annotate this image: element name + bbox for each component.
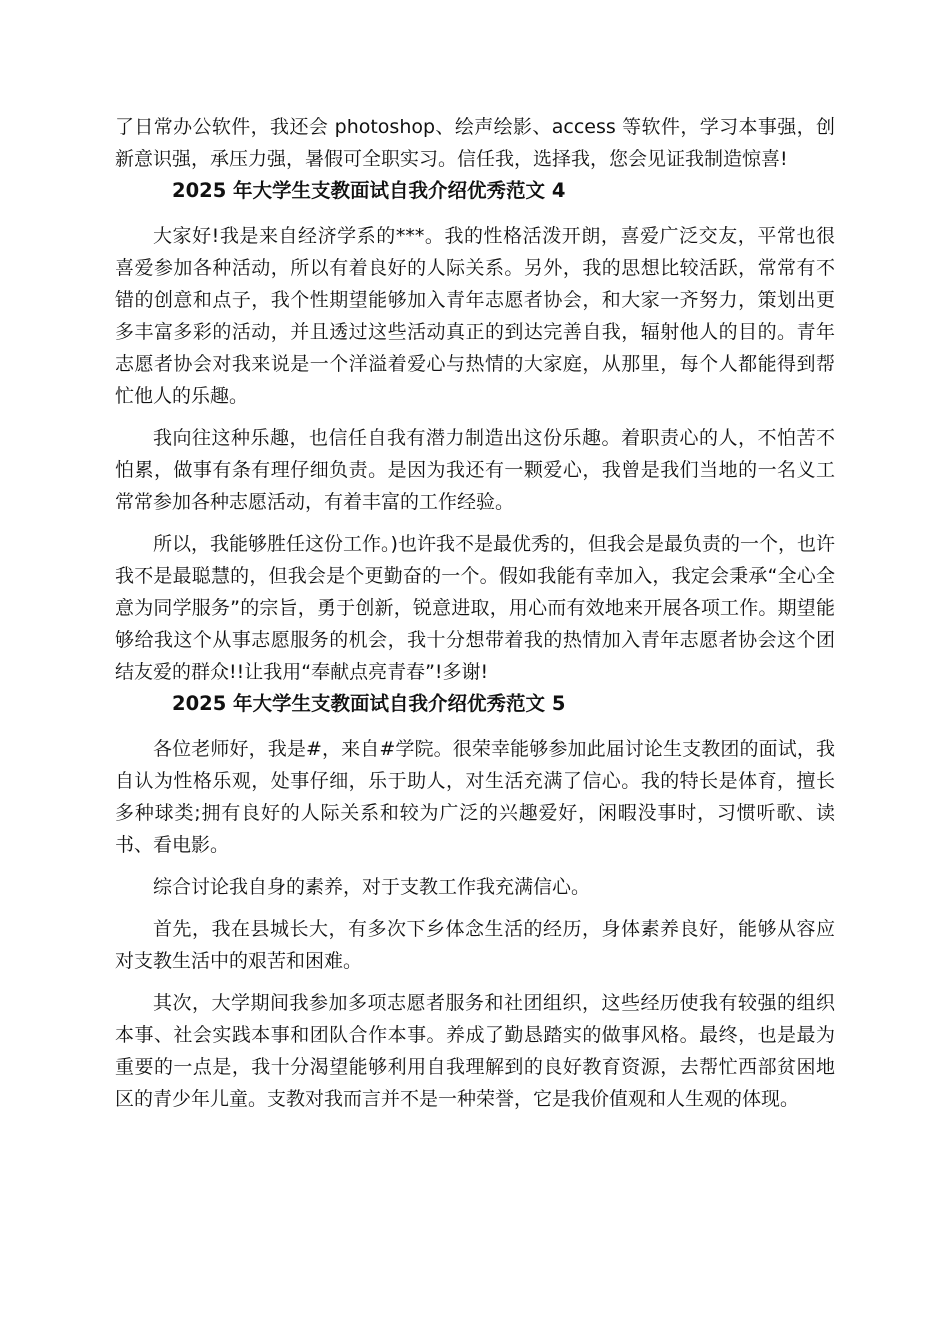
document-body — [115, 111, 835, 1115]
section-5-paragraph-1: 各位老师好，我是#，来自#学院。很荣幸能够参加此届讨论生支教团的面试，我自认为性格乐观，处事仔细，乐于助人，对生活充满了信心。我的特长是体育，擅长多种球类;拥有良好的人际关系和较为广泛的兴趣爱好，闲暇没事时，习惯听歌、读书、看电影。 — [115, 738, 835, 856]
section-5-paragraph-2: 综合讨论我自身的素养，对于支教工作我充满信心。 — [153, 876, 591, 898]
section-4-paragraph-1: 大家好!我是来自经济学系的***。我的性格活泼开朗，喜爱广泛交友，平常也很喜爱参加各种活动，所以有着良好的人际关系。另外，我的思想比较活跃，常常有不错的创意和点子，我个性期望能够加入青年志愿者协会，和大家一齐努力，策划出更多丰富多彩的活动，并且透过这些活动真正的到达完善自我，辐射他人的目的。青年志愿者协会对我来说是一个洋溢着爱心与热情的大家庭，从那里，每个人都能得到帮忙他人的乐趣。 — [115, 225, 835, 407]
section-4-paragraph-3: 所以，我能够胜任这份工作。)也许我不是最优秀的，但我会是最负责的一个，也许我不是最聪慧的，但我会是个更勤奋的一个。假如我能有幸加入，我定会秉承“全心全意为同学服务”的宗旨，勇于创新，锐意进取，用心而有效地来开展各项工作。期望能够给我这个从事志愿服务的机会，我十分想带着我的热情加入青年志愿者协会这个团结友爱的群众!!让我用“奉献点亮青春”!多谢! — [115, 533, 835, 683]
section-heading-5: 2025 年大学生支教面试自我介绍优秀范文 5 — [172, 692, 566, 715]
intro-paragraph: 了日常办公软件，我还会 photoshop、绘声绘影、access 等软件，学习本事强，创新意识强，承压力强，暑假可全职实习。信任我，选择我，您会见证我制造惊喜! — [115, 116, 835, 170]
section-heading-4: 2025 年大学生支教面试自我介绍优秀范文 4 — [172, 179, 566, 202]
section-5-paragraph-3: 首先，我在县城长大，有多次下乡体念生活的经历，身体素养良好，能够从容应对支教生活中的艰苦和困难。 — [115, 918, 835, 972]
section-5-paragraph-4: 其次，大学期间我参加多项志愿者服务和社团组织，这些经历使我有较强的组织本事、社会实践本事和团队合作本事。养成了勤恳踏实的做事风格。最终，也是最为重要的一点是，我十分渴望能够利用自我理解到的良好教育资源，去帮忙西部贫困地区的青少年儿童。支教对我而言并不是一种荣誉，它是我价值观和人生观的体现。 — [115, 992, 835, 1110]
section-4-paragraph-2: 我向往这种乐趣，也信任自我有潜力制造出这份乐趣。着职责心的人，不怕苦不怕累，做事有条有理仔细负责。是因为我还有一颗爱心，我曾是我们当地的一名义工常常参加各种志愿活动，有着丰富的工作经验。 — [115, 427, 835, 513]
